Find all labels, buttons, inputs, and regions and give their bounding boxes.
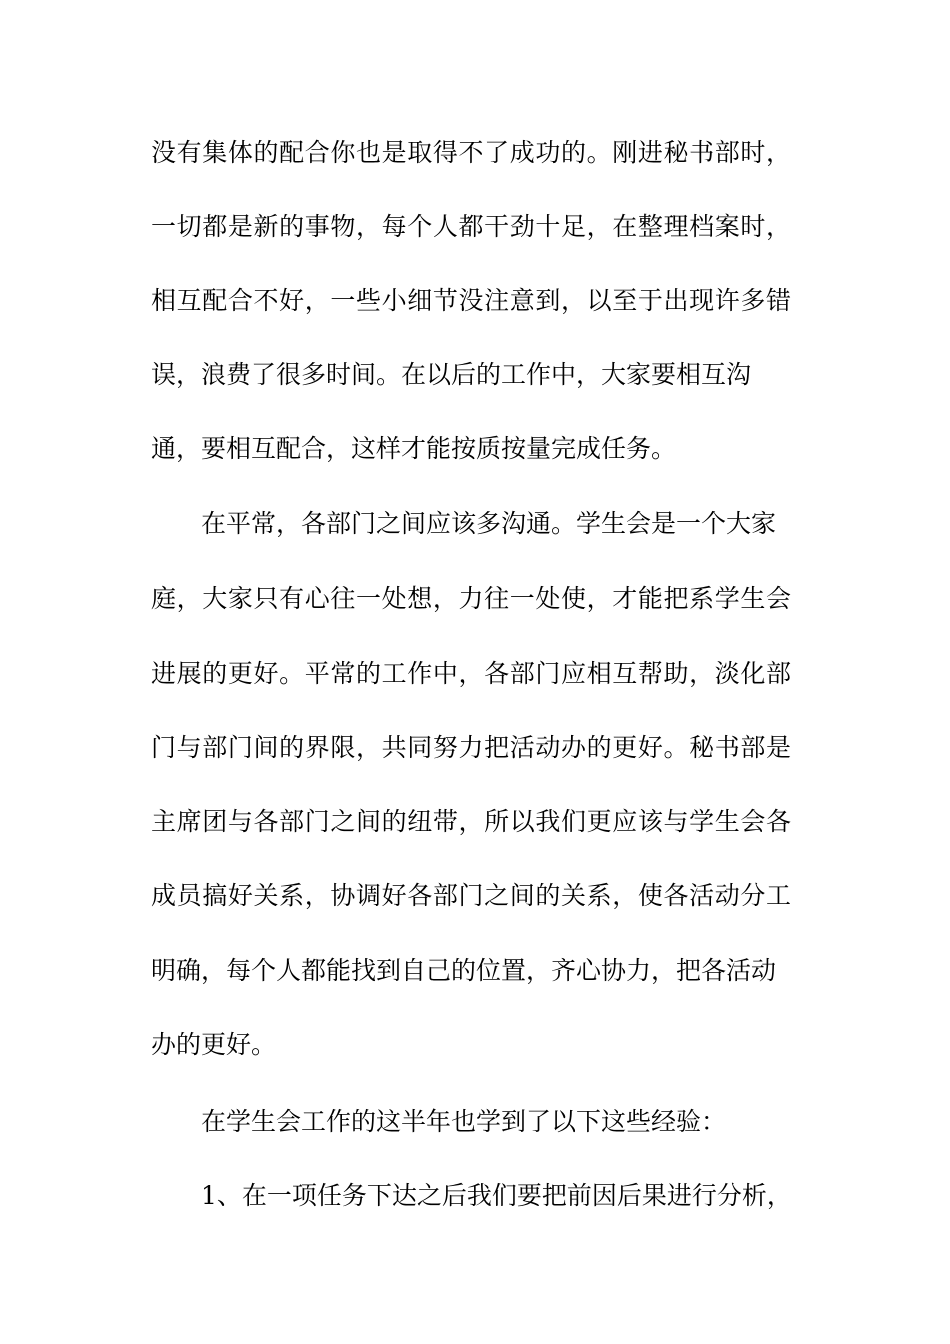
paragraph-2-line-8: 办的更好。 (151, 1030, 277, 1059)
paragraph-2-line-7: 明确，每个人都能找到自己的位置，齐心协力，把各活动 (151, 956, 777, 985)
text-line-4: 误，浪费了很多时间。在以后的工作中，大家要相互沟 (151, 360, 752, 389)
paragraph-2-line-3: 进展的更好。平常的工作中，各部门应相互帮助，淡化部 (151, 659, 791, 688)
paragraph-2-line-2: 庭，大家只有心往一处想，力往一处使，才能把系学生会 (151, 584, 791, 613)
paragraph-2-line-1: 在平常，各部门之间应该多沟通。学生会是一个大家 (201, 509, 777, 538)
text-line-2: 一切都是新的事物，每个人都干劲十足，在整理档案时， (151, 212, 791, 241)
text-line-1: 没有集体的配合你也是取得不了成功的。刚进秘书部时， (151, 138, 791, 167)
list-item-1-line-1: 1、在一项任务下达之后我们要把前因后果进行分析， (201, 1181, 792, 1210)
text-line-3: 相互配合不好，一些小细节没注意到，以至于出现许多错 (151, 286, 791, 315)
text-line-5: 通，要相互配合，这样才能按质按量完成任务。 (151, 434, 677, 463)
paragraph-2-line-6: 成员搞好关系，协调好各部门之间的关系，使各活动分工 (151, 881, 791, 910)
paragraph-2-line-4: 门与部门间的界限，共同努力把活动办的更好。秘书部是 (151, 733, 791, 762)
paragraph-2-line-5: 主席团与各部门之间的纽带，所以我们更应该与学生会各 (151, 807, 791, 836)
paragraph-3-line-1: 在学生会工作的这半年也学到了以下这些经验： (201, 1107, 727, 1136)
